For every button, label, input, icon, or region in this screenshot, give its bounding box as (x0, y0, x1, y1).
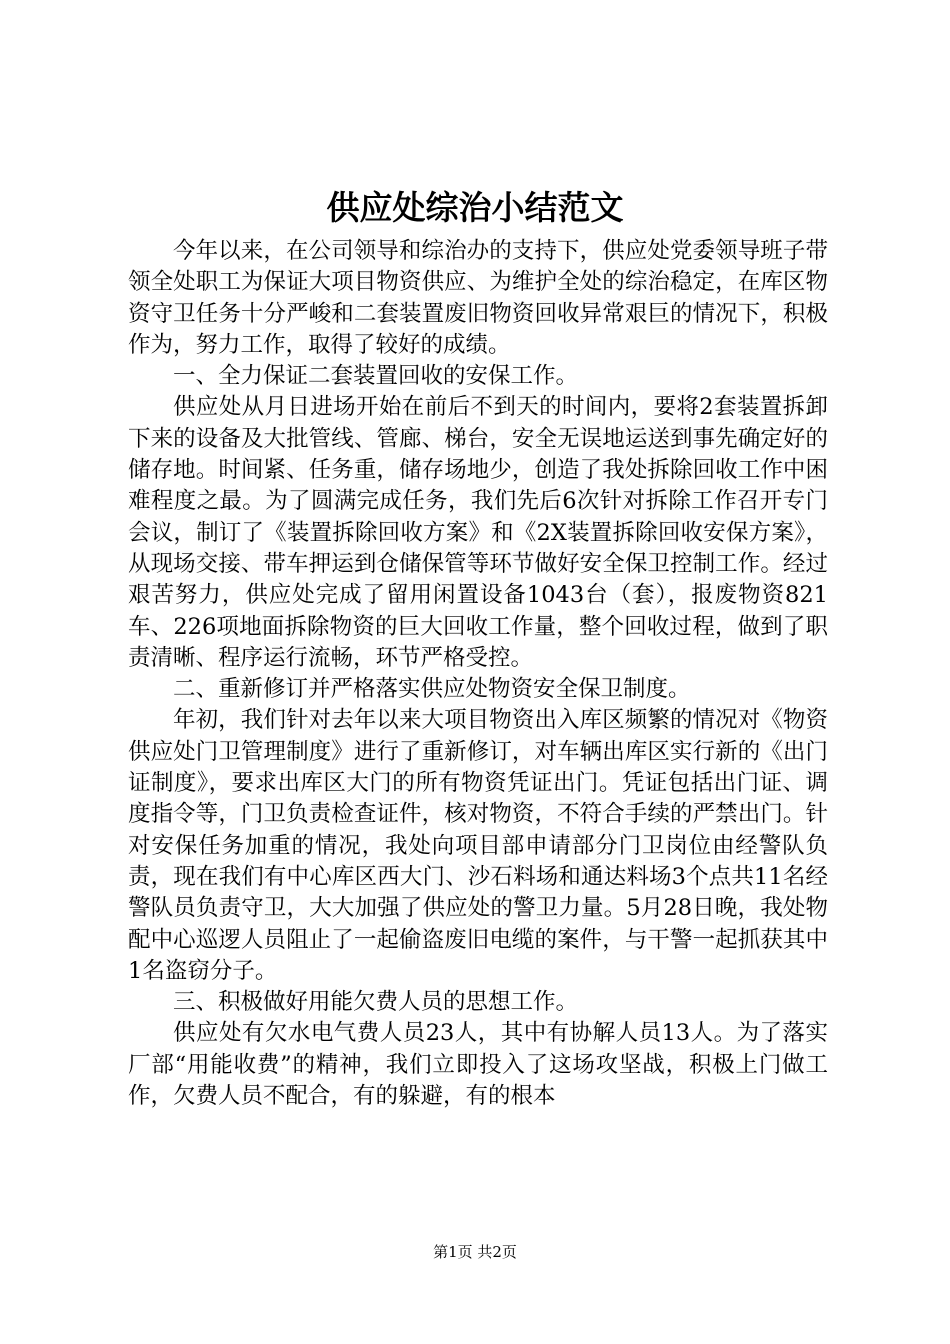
document-body (128, 236, 828, 1112)
section-heading-3: 三、积极做好用能欠费人员的思想工作。 (173, 989, 579, 1016)
section-heading-1: 一、全力保证二套装置回收的安保工作。 (173, 363, 579, 390)
page-footer: 第1页 共2页 (433, 1243, 517, 1261)
section-paragraph-2: 年初，我们针对去年以来大项目物资出入库区频繁的情况对《物资供应处门卫管理制度》进行了重新修订，对车辆出库区实行新的《出门证制度》，要求出库区大门的所有物资凭证出门。凭证包括出门证、调度指令等，门卫负责检查证件，核对物资，不符合手续的严禁出门。针对安保任务加重的情况，我处向项目部申请部分门卫岗位由经警队负责，现在我们有中心库区西大门、沙石料场和通达料场3个点共11名经警队员负责守卫，大大加强了供应处的警卫力量。5月28日晚，我处物配中心巡逻人员阻止了一起偷盗废旧电缆的案件，与干警一起抓获其中1名盗窃分子。 (128, 707, 828, 984)
intro-paragraph: 今年以来，在公司领导和综治办的支持下，供应处党委领导班子带领全处职工为保证大项目物资供应、为维护全处的综治稳定，在库区物资守卫任务十分严峻和二套装置废旧物资回收异常艰巨的情况下，积极作为，努力工作，取得了较好的成绩。 (128, 238, 828, 358)
section-paragraph-3: 供应处有欠水电气费人员23人，其中有协解人员13人。为了落实厂部“用能收费”的精神，我们立即投入了这场攻坚战，积极上门做工作，欠费人员不配合，有的躲避，有的根本 (128, 1020, 828, 1110)
section-heading-2: 二、重新修订并严格落实供应处物资安全保卫制度。 (173, 676, 691, 703)
document-title: 供应处综治小结范文 (326, 188, 624, 227)
section-paragraph-1: 供应处从月日进场开始在前后不到天的时间内，要将2套装置拆卸下来的设备及大批管线、管廊、梯台，安全无误地运送到事先确定好的储存地。时间紧、任务重，储存场地少，创造了我处拆除回收工作中困难程度之最。为了圆满完成任务，我们先后6次针对拆除工作召开专门会议，制订了《装置拆除回收方案》和《2X装置拆除回收安保方案》，从现场交接、带车押运到仓储保管等环节做好安全保卫控制工作。经过艰苦努力，供应处完成了留用闲置设备1043台（套），报废物资821车、226项地面拆除物资的巨大回收工作量，整个回收过程，做到了职责清晰、程序运行流畅，环节严格受控。 (128, 394, 828, 671)
